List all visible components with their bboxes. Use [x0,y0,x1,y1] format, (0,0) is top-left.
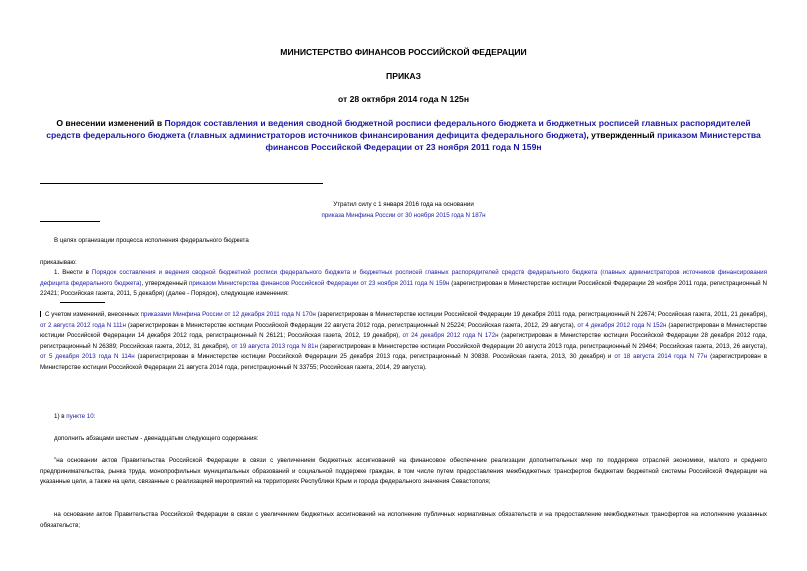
footnote-text: С учетом изменений, внесенных [45,311,141,318]
item-1-paragraph [40,268,767,300]
point-10-link[interactable]: пункте 10 [66,413,94,420]
subitem-text: : [93,413,96,420]
item-1-link-order-159n[interactable]: приказом Министерства финансов Российской Федерации от 23 ноября 2011 года N 159н [188,279,450,287]
lost-force-note [0,199,807,221]
title-link-order-159n[interactable]: приказом Министерства финансов Российской Федерации от 23 ноября 2011 года N 159н [265,130,761,152]
lost-force-link[interactable]: приказа Минфина России от 30 ноября 2015 года N 187н [321,212,486,219]
ministry-heading: МИНИСТЕРСТВО ФИНАНСОВ РОССИЙСКОЙ ФЕДЕРАЦИИ [280,47,527,57]
footnote-link-114n[interactable]: от 5 декабря 2013 года N 114н [40,353,135,360]
intro-paragraph: В целях организации процесса исполнения федерального бюджета [54,237,249,244]
item-1-text: , утвержденный [141,279,189,287]
subitem-text: 1) в [54,413,67,420]
item-1-link-procedure[interactable]: Порядок составления и ведения сводной бюджетной росписи федерального бюджета и бюджетных росписей главных распорядителей средств федерального бюджета (главных администраторов источников финансирования дефицита федерального бюджета) [40,269,767,287]
footnote-text: (зарегистрирован в Министерстве юстиции Российской Федерации 25 декабря 2013 года, регистрационный N 30838. Российская газета, 2013, 30 декабря) и [134,353,615,360]
quoted-paragraph-1: "на основании актов Правительства Российской Федерации в связи с увеличением бюджетных ассигнований на финансовое обеспечение реализации дополнительных мер по поддержке отраслей экономики, малого и среднего предпринимательства, рынка труда, монопрофильных муниципальных образований и социальной поддержке граждан, в том числе путем предоставления межбюджетных трансфертов бюджетам бюджетной системы Российской Федерации на указанные цели, а также на цели, связанные с реализацией мероприятий на территориях Республики Крым и города федерального значения Севастополя; [40,457,767,485]
footnote-text: (зарегистрирован в Министерстве юстиции Российской Федерации 19 декабря 2011 года, регистрационный N 22674; Российская газета, 2011, 21 декабря), [315,311,767,318]
subitem-1 [40,412,767,423]
footnote-link-152n[interactable]: от 4 декабря 2012 года N 152н [577,321,667,329]
item-1-text: (далее - Порядок), следующие изменения: [164,290,289,297]
footnote-text: (зарегистрирован в Министерстве юстиции Российской Федерации 14 декабря 2012 года, регистрационный N 26121; Российская газета, 2012, 19 декабря), [40,321,767,339]
divider [40,183,323,184]
footnote-text: (зарегистрирован в Министерстве юстиции Российской Федерации 28 декабря 2012 года, регистрационный N 26389; Российская газета, 2012, 31 декабря), [40,332,768,350]
lost-force-text: Утратил силу с 1 января 2016 года на основании [333,201,474,208]
footnote-link-81n[interactable]: от 19 августа 2013 года N 81н [231,342,319,350]
footnote-marker-icon [40,311,43,317]
title-text: , утвержденный [586,130,658,140]
footnote-text: (зарегистрирован в Министерстве юстиции Российской Федерации 22 августа 2012 года, регистрационный N 25224; Российская газета, 2012, 29 августа), [125,321,578,329]
item-1-text: 1. Внести в [54,269,92,276]
footnote-link-77n[interactable]: от 18 августа 2014 года N 77н [614,353,708,360]
amend-intro: дополнить абзацами шестым - двенадцатым следующего содержания: [54,435,259,442]
footnote-text: (зарегистрирован в Министерстве юстиции Российской Федерации 20 августа 2013 года, регистрационный N 29464; Российская газета, 2013, 26 августа), [318,342,768,350]
footnote-text: (зарегистрирован в Министерстве юстиции Российской Федерации 21 августа 2014 года, регистрационный N 33755; Российская газета, 2014, 29 августа). [40,353,767,371]
quoted-paragraph-2: на основании актов Правительства Российской Федерации в связи с увеличением бюджетных ассигнований на исполнение публичных нормативных обязательств и на предоставление межбюджетных трансфертов на исполнение указанных обязательств; [40,511,767,529]
doc-type-heading: ПРИКАЗ [386,71,421,81]
divider [40,221,100,222]
document-title [40,117,767,153]
title-link-procedure[interactable]: Порядок составления и ведения сводной бюджетной росписи федерального бюджета и бюджетных росписей главных распорядителей средств федерального бюджета (главных администраторов источников финансирования дефицита федерального бюджета) [46,118,751,140]
footnote-link-172n[interactable]: от 24 декабря 2012 года N 172н [402,332,499,339]
title-text: О внесении изменений в [56,118,165,128]
footnote-link-170n[interactable]: приказами Минфина России от 12 декабря 2011 года N 170н [140,311,316,318]
footnote-link-111n[interactable]: от 2 августа 2012 года N 111н [40,321,126,329]
footnote-divider [60,302,105,303]
item-1-text: (зарегистрирован в Министерстве юстиции Российской Федерации 28 ноября 2011 года, регистрационный N 22421; Российская газета, 2011, 5 декабря) [40,279,767,297]
footnote-paragraph [40,310,767,373]
order-word: приказываю: [40,259,77,266]
doc-date-number: от 28 октября 2014 года N 125н [337,94,470,104]
